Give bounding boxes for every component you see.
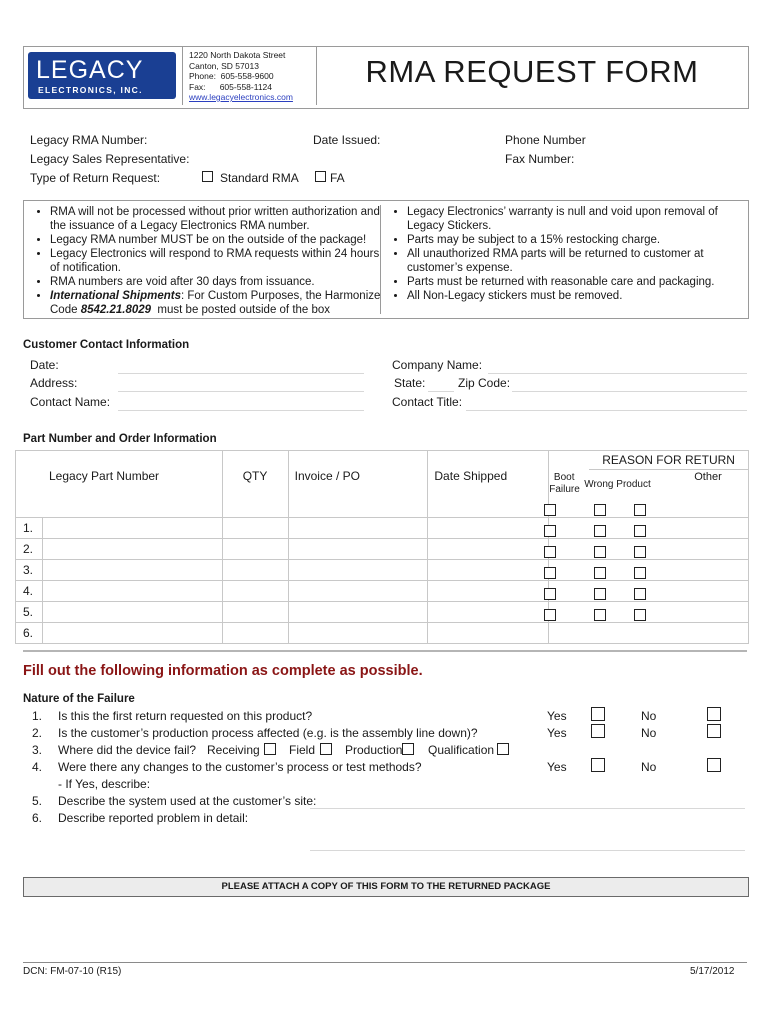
note-right-4: • Parts must be returned with reasonable care and packaging. [407,275,741,289]
q2-number: 2. [32,726,43,740]
boot-failure-checkbox[interactable] [544,525,556,537]
qualification-checkbox[interactable] [497,743,509,755]
q4-number: 4. [32,760,43,774]
date-label: Date: [30,358,59,372]
col-part-header: Legacy Part Number [16,451,223,518]
col-qty-header: QTY [222,451,288,518]
failure-section-title: Nature of the Failure [23,693,135,705]
standard-rma-label: Standard RMA [220,171,299,185]
other-checkbox[interactable] [634,525,646,537]
q3-text: Where did the device fail? [58,743,197,757]
state-field[interactable] [428,391,454,392]
col-wrong-product-header: Wrong Product [584,479,651,490]
other-checkbox[interactable] [634,546,646,558]
col-boot-failure-header: Boot Failure [549,472,580,495]
col-other-header: Other [694,471,722,483]
wrong-product-checkbox[interactable] [594,609,606,621]
terms-notes-box [23,200,749,319]
boot-failure-checkbox[interactable] [544,567,556,579]
footer-divider [23,962,747,963]
q3-number: 3. [32,743,43,757]
document-control-number: DCN: FM-07-10 (R15) [23,966,122,977]
q5-field[interactable] [310,808,745,809]
note-right-5: • All Non-Legacy stickers must be removed. [407,289,741,303]
table-row: 2. [16,539,749,560]
type-return-label: Type of Return Request: [30,171,161,185]
zip-label: Zip Code: [458,376,511,390]
wrong-product-checkbox[interactable] [594,588,606,600]
note-left-1: • RMA will not be processed without prior written authorization and the issuance of a Legacy Electronics RMA number. [50,205,384,233]
other-checkbox[interactable] [634,567,646,579]
q4-sub: - If Yes, describe: [58,777,151,791]
wrong-product-checkbox[interactable] [594,546,606,558]
col-date-header: Date Shipped [428,451,549,518]
phone-number-label: Phone Number [505,133,586,147]
q5-number: 5. [32,794,43,808]
q1-yes-checkbox[interactable] [591,707,605,721]
section-divider [23,650,747,652]
address-line2: Canton, SD 57013 [189,60,259,71]
q4-no-checkbox[interactable] [707,758,721,772]
production-label: Production [345,743,403,757]
table-row: 5. [16,602,749,623]
boot-failure-checkbox[interactable] [544,504,556,516]
note-left-3: • Legacy Electronics will respond to RMA requests within 24 hours of notification. [50,247,384,275]
website-link[interactable]: www.legacyelectronics.com [189,92,293,102]
standard-rma-checkbox[interactable] [202,171,213,185]
note-right-2: • Parts may be subject to a 15% restocking charge. [407,233,741,247]
q4-yes-label: Yes [547,760,567,774]
col-invoice-header: Invoice / PO [288,451,428,518]
note-left-5: • International Shipments: For Custom Purposes, the Harmonize Code 8542.21.8029 must be posted outside of the box [50,289,384,317]
phone-line: Phone: 605-558-9600 [189,71,274,81]
receiving-label: Receiving [207,743,260,757]
state-label: State: [394,376,426,390]
q6-number: 6. [32,811,43,825]
q1-no-label: No [641,709,657,723]
fill-out-title: Fill out the following information as complete as possible. [23,663,423,679]
boot-failure-checkbox[interactable] [544,609,556,621]
contact-title-field[interactable] [466,410,747,411]
wrong-product-checkbox[interactable] [594,504,606,516]
reason-checkbox-grid [544,504,654,629]
note-left-2: • Legacy RMA number MUST be on the outside of the package! [50,233,384,247]
receiving-checkbox[interactable] [264,743,276,755]
note-right-1: • Legacy Electronics’ warranty is null and void upon removal of Legacy Stickers. [407,205,741,233]
fax-line: Fax: 605-558-1124 [189,81,273,92]
q2-no-checkbox[interactable] [707,724,721,738]
table-row: 1. [16,518,749,539]
date-issued-label: Date Issued: [313,133,381,147]
q2-yes-label: Yes [547,726,567,740]
q1-no-checkbox[interactable] [707,707,721,721]
zip-field[interactable] [512,391,747,392]
fa-checkbox[interactable] [315,171,326,185]
contact-name-label: Contact Name: [30,395,111,409]
revision-date: 5/17/2012 [690,966,735,977]
logo-subtitle: ELECTRONICS, INC. [38,85,143,95]
other-checkbox[interactable] [634,609,646,621]
wrong-product-checkbox[interactable] [594,567,606,579]
wrong-product-checkbox[interactable] [594,525,606,537]
fa-label: FA [330,171,345,185]
q4-no-label: No [641,760,657,774]
address-line1: 1220 North Dakota Street [189,50,286,60]
other-checkbox[interactable] [634,588,646,600]
rma-number-label: Legacy RMA Number: [30,133,148,147]
q6-text: Describe reported problem in detail: [58,811,249,825]
q2-text: Is the customer’s production process affected (e.g. is the assembly line down)? [58,726,478,740]
company-address [182,47,317,105]
boot-failure-checkbox[interactable] [544,588,556,600]
company-name-field[interactable] [488,373,747,374]
table-row: 6. [16,623,749,644]
address-field[interactable] [118,391,364,392]
q6-field[interactable] [310,850,745,851]
note-left-4: • RMA numbers are void after 30 days from issuance. [50,275,384,289]
company-name-label: Company Name: [392,358,483,372]
contact-name-field[interactable] [118,410,364,411]
q1-number: 1. [32,709,43,723]
sales-rep-label: Legacy Sales Representative: [30,152,190,166]
other-checkbox[interactable] [634,504,646,516]
page-title: RMA REQUEST FORM [365,54,699,89]
field-checkbox[interactable] [320,743,332,755]
production-checkbox[interactable] [402,743,414,755]
table-row: 3. [16,560,749,581]
q4-text: Were there any changes to the customer’s process or test methods? [58,760,422,774]
q4-yes-checkbox[interactable] [591,758,605,772]
date-field[interactable] [118,373,364,374]
q5-text: Describe the system used at the customer’s site: [58,794,317,808]
q2-no-label: No [641,726,657,740]
q1-yes-label: Yes [547,709,567,723]
note-right-3: • All unauthorized RMA parts will be returned to customer at customer’s expense. [407,247,741,275]
attach-banner: PLEASE ATTACH A COPY OF THIS FORM TO THE RETURNED PACKAGE [23,877,749,897]
contact-title-label: Contact Title: [392,395,463,409]
q2-yes-checkbox[interactable] [591,724,605,738]
boot-failure-checkbox[interactable] [544,546,556,558]
fax-number-label: Fax Number: [505,152,575,166]
address-label: Address: [30,376,78,390]
company-logo [28,52,176,99]
parts-section-title: Part Number and Order Information [23,433,217,445]
customer-section-title: Customer Contact Information [23,339,190,351]
field-label: Field [289,743,316,757]
reason-header: REASON FOR RETURN [589,451,748,470]
qualification-label: Qualification [428,743,495,757]
table-row: 4. [16,581,749,602]
q1-text: Is this the first return requested on this product? [58,709,313,723]
logo-word: LEGACY [36,56,144,84]
